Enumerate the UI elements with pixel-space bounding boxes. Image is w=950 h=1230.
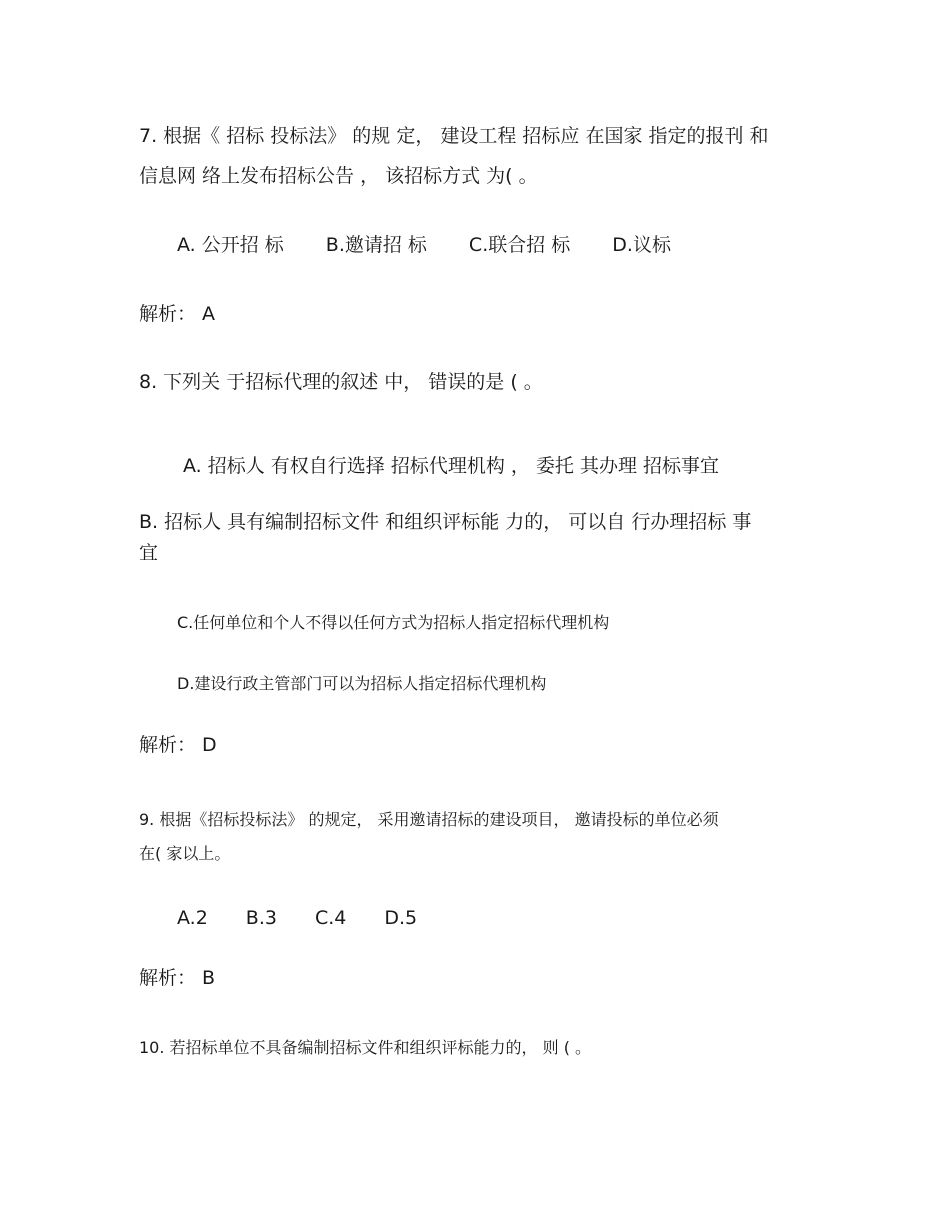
q8-option-c: C.任何单位和个人不得以任何方式为招标人指定招标代理机构 (177, 613, 610, 632)
q9-option-d: D.5 (384, 907, 418, 929)
q8-stem: 8. 下列关 于招标代理的叙述 中， 错误的是 ( 。 (139, 371, 543, 393)
q9-option-b: B.3 (245, 907, 277, 929)
q8-option-a: A. 招标人 有权自行选择 招标代理机构 ， 委托 其办理 招标事宜 (183, 455, 719, 477)
q9-stem-line1: 9. 根据《招标投标法》 的规定， 采用邀请招标的建设项目， 邀请投标的单位必须 (139, 810, 719, 829)
q8-analysis: 解析： D (139, 734, 217, 756)
q9-analysis: 解析： B (139, 967, 216, 989)
q9-options (177, 909, 455, 928)
q7-options (177, 236, 713, 255)
q7-stem-line1: 7. 根据《 招标 投标法》 的规 定， 建设工程 招标应 在国家 指定的报刊 和 (139, 125, 769, 147)
q9-option-a: A.2 (177, 907, 208, 929)
q7-option-c: C.联合招 标 (468, 234, 571, 256)
q10-stem: 10. 若招标单位不具备编制招标文件和组织评标能力的， 则 ( 。 (139, 1038, 592, 1057)
q8-option-d: D.建设行政主管部门可以为招标人指定招标代理机构 (177, 674, 547, 693)
q7-option-a: A. 公开招 标 (177, 234, 284, 256)
q9-option-c: C.4 (314, 907, 347, 929)
q7-option-d: D.议标 (612, 234, 671, 256)
q8-option-b-line1: B. 招标人 具有编制招标文件 和组织评标能 力的， 可以自 行办理招标 事 (139, 511, 752, 533)
q8-option-b-line2: 宜 (139, 542, 159, 564)
q7-stem-line2: 信息网 络上发布招标公告 ， 该招标方式 为( 。 (139, 165, 538, 187)
q7-option-b: B.邀请招 标 (325, 234, 427, 256)
q9-stem-line2: 在( 家以上。 (139, 844, 231, 863)
q7-analysis: 解析： A (139, 303, 216, 325)
